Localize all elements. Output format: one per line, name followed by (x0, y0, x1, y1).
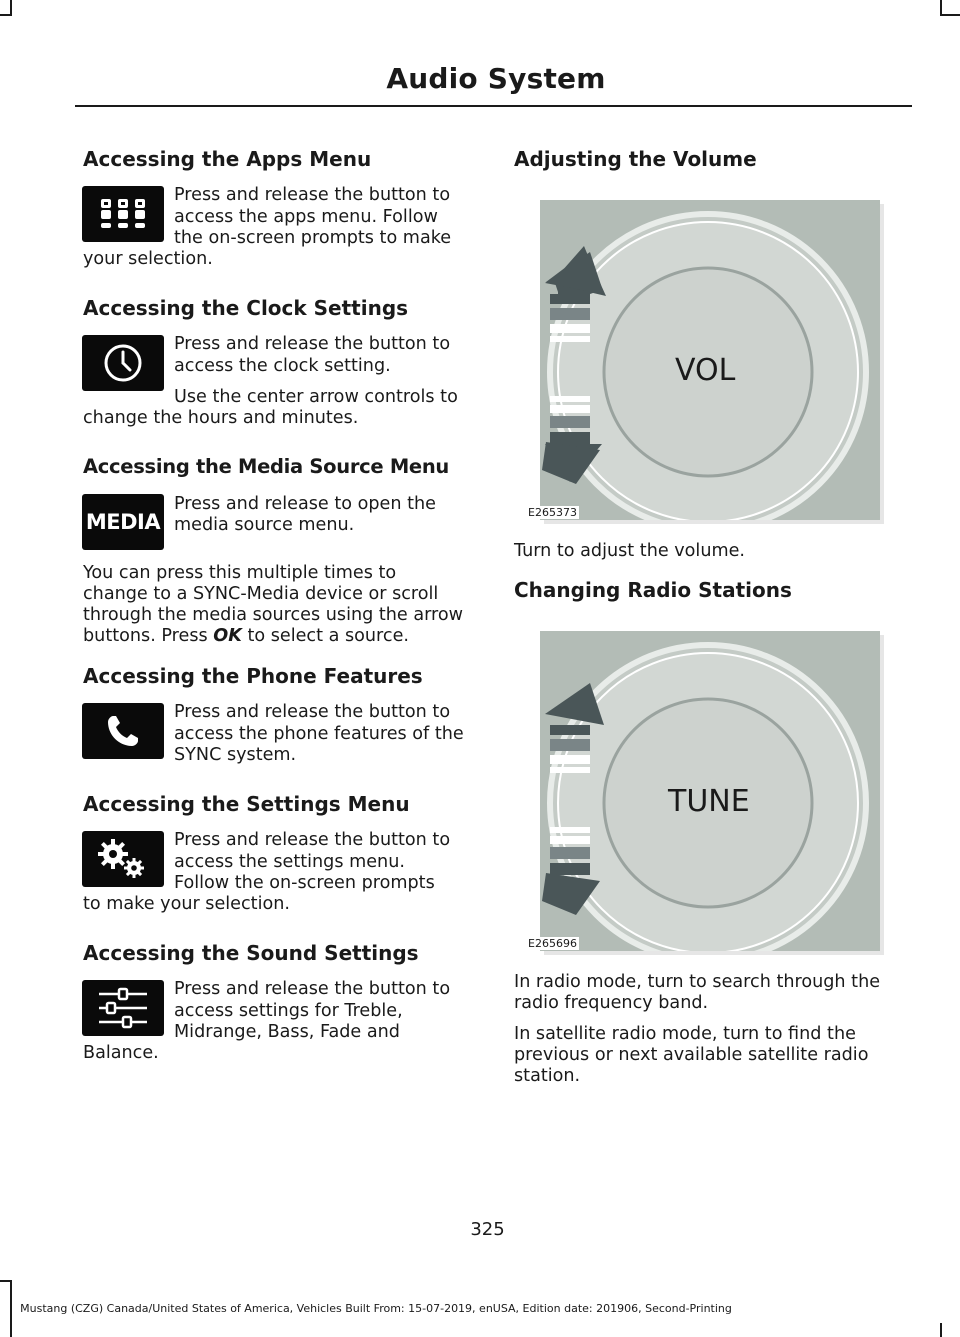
sliders-icon (82, 980, 164, 1036)
page-number: 325 (470, 1219, 505, 1240)
figure-id: E265696 (528, 937, 577, 950)
footer-text: Mustang (CZG) Canada/United States of America, Vehicles Built From: 15-07-2019, enUSA, Edition date: 201906, Second-Printing (20, 1302, 732, 1315)
header-rule (75, 105, 912, 107)
phone-icon (82, 703, 164, 759)
apps-heading: Accessing the Apps Menu (83, 147, 372, 171)
sound-line: Press and release the button to (174, 979, 451, 999)
phone-line: SYNC system. (174, 745, 297, 765)
phone-line: Press and release the button to (174, 702, 451, 722)
settings-heading: Accessing the Settings Menu (83, 792, 410, 816)
radio-line: In radio mode, turn to search through the (514, 972, 881, 992)
media-heading: Accessing the Media Source Menu (83, 455, 450, 478)
sound-line: Balance. (83, 1043, 159, 1063)
settings-line: Press and release the button to (174, 830, 451, 850)
settings-line: access the settings menu. (174, 852, 405, 872)
crop-mark (940, 1323, 942, 1337)
apps-grid-icon (82, 186, 164, 242)
phone-line: access the phone features of the (174, 724, 464, 744)
apps-line: the on-screen prompts to make (174, 228, 452, 248)
radio-heading: Changing Radio Stations (514, 578, 792, 602)
settings-line: to make your selection. (83, 894, 290, 914)
media-icon-label: MEDIA (85, 510, 161, 534)
media-line: change to a SYNC-Media device or scroll (83, 584, 439, 604)
media-line: You can press this multiple times to (83, 563, 397, 583)
sound-heading: Accessing the Sound Settings (83, 941, 419, 965)
sound-line: access settings for Treble, (174, 1001, 403, 1021)
clock-line: change the hours and minutes. (83, 408, 359, 428)
gears-icon (82, 831, 164, 887)
crop-mark (0, 1280, 12, 1282)
vol-knob-label: VOL (675, 353, 736, 388)
settings-line: Follow the on-screen prompts (174, 873, 435, 893)
tune-knob-label: TUNE (668, 784, 750, 819)
crop-mark (940, 14, 960, 16)
radio-line: station. (514, 1066, 581, 1086)
radio-line: radio frequency band. (514, 993, 709, 1013)
radio-line: previous or next available satellite radio (514, 1045, 869, 1065)
phone-heading: Accessing the Phone Features (83, 664, 423, 688)
media-text: buttons. Press (83, 626, 214, 646)
crop-mark (0, 14, 12, 16)
apps-line: access the apps menu. Follow (174, 207, 438, 227)
tune-figure (528, 631, 880, 951)
volume-figure (528, 200, 880, 520)
media-line-last (83, 626, 409, 648)
sound-line: Midrange, Bass, Fade and (174, 1022, 400, 1042)
clock-heading: Accessing the Clock Settings (83, 296, 409, 320)
figure-id: E265373 (528, 506, 577, 519)
ok-emphasis: OK (213, 626, 242, 646)
apps-line: Press and release the button to (174, 185, 451, 205)
page-title: Audio System (386, 62, 606, 95)
media-text: to select a source. (241, 626, 409, 646)
clock-icon (82, 335, 164, 391)
crop-mark (10, 0, 12, 14)
clock-line: Press and release the button to (174, 334, 451, 354)
media-icon (82, 494, 164, 550)
media-line: Press and release to open the (174, 494, 436, 514)
media-line: through the media sources using the arrow (83, 605, 464, 625)
clock-line: access the clock setting. (174, 356, 391, 376)
apps-line: your selection. (83, 249, 213, 269)
media-line: media source menu. (174, 515, 355, 535)
volume-text: Turn to adjust the volume. (514, 541, 746, 561)
crop-mark (940, 0, 942, 14)
radio-line: In satellite radio mode, turn to find the (514, 1024, 856, 1044)
clock-line: Use the center arrow controls to (174, 387, 458, 407)
volume-heading: Adjusting the Volume (514, 147, 757, 171)
